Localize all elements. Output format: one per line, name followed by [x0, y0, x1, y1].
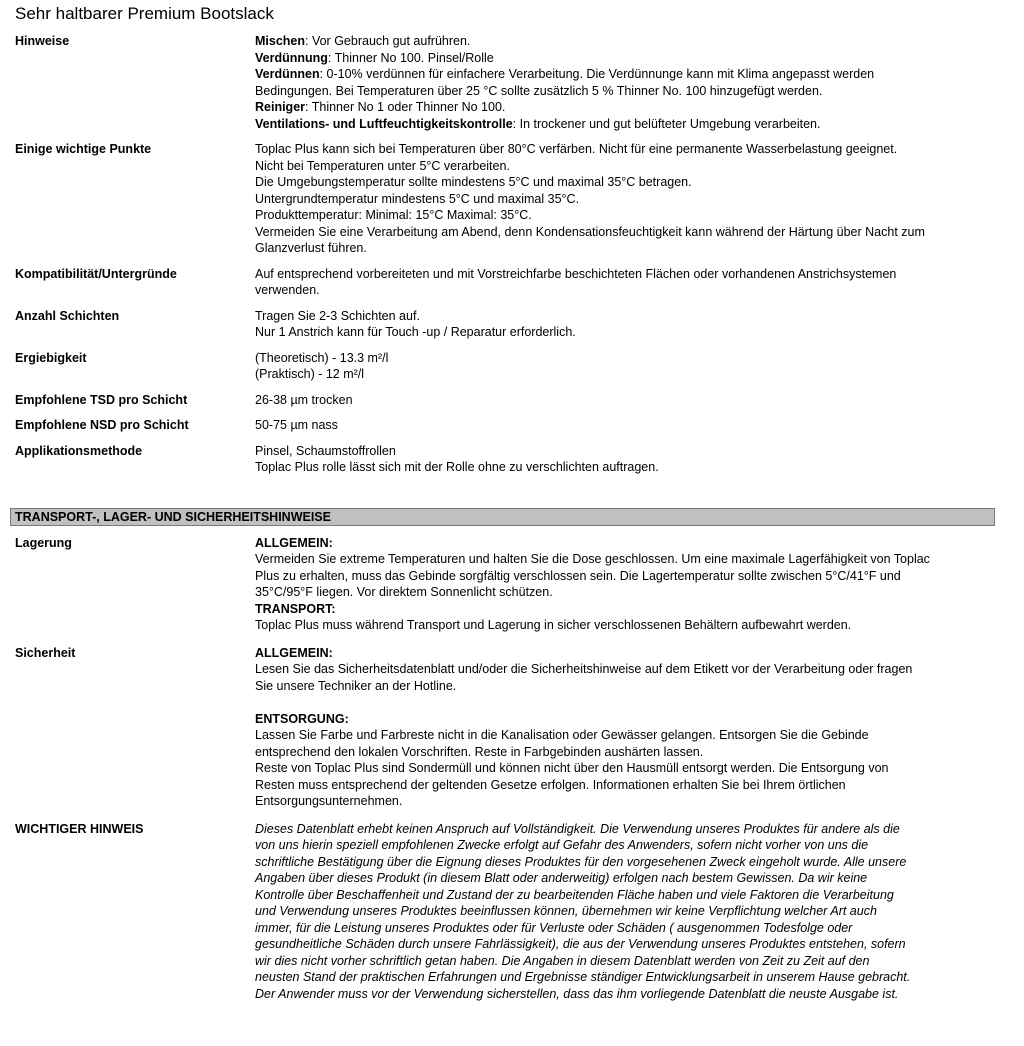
text-run: Toplac Plus muss während Transport und Lagerung in sicher verschlossenen Behältern aufbewahrt werden.	[255, 618, 852, 632]
text-line	[255, 837, 1014, 854]
text-run: 26-38 µm trocken	[255, 392, 353, 407]
text-run: : In trockener und gut belüfteter Umgebung verarbeiten.	[512, 116, 821, 131]
spec-label: Lagerung	[15, 535, 72, 550]
text-run: Sie unsere Techniker an der Hotline.	[255, 678, 457, 693]
text-run: Mischen	[255, 34, 306, 48]
spec-content	[255, 645, 1014, 810]
text-run: Toplac Plus rolle lässt sich mit der Rolle ohne zu verschlichten auftragen.	[255, 460, 659, 474]
text-run: : Vor Gebrauch gut aufrühren.	[305, 34, 471, 48]
text-run: Nicht bei Temperaturen unter 5°C verarbeiten.	[255, 158, 510, 173]
text-line	[255, 821, 1014, 838]
text-line	[255, 116, 1014, 133]
text-line	[255, 417, 1014, 434]
text-line	[255, 584, 1014, 601]
spec-row	[15, 392, 1014, 409]
text-line	[255, 66, 1014, 83]
text-line	[255, 694, 1014, 711]
text-run: ALLGEMEIN:	[255, 645, 333, 660]
text-run: Angaben über dieses Produkt (in diesem Blatt oder anderweitig) erfolgen nach bestem Gewissen. Da wir keine	[255, 871, 868, 885]
text-line	[255, 903, 1014, 920]
spec-label: Kompatibilität/Untergründe	[15, 266, 177, 281]
spec-content	[255, 392, 1014, 409]
transport-safety-table	[0, 535, 1024, 1003]
spec-content	[255, 33, 1014, 132]
text-run: schriftliche Bestätigung über die Eignung dieses Produktes für den vorgesehenen Zweck eingeholt wurde. Alle unsere	[255, 854, 907, 869]
text-line	[255, 887, 1014, 904]
text-run: Tragen Sie 2-3 Schichten auf.	[255, 308, 420, 323]
text-line	[255, 141, 1014, 158]
text-run: Verdünnung	[255, 50, 328, 65]
spec-row	[15, 645, 1014, 810]
text-run: Dieses Datenblatt erhebt keinen Anspruch auf Vollständigkeit. Die Verwendung unseres Produktes für andere als die	[255, 821, 900, 836]
text-run: : Thinner No 1 oder Thinner No 100.	[305, 100, 506, 114]
spec-label: Einige wichtige Punkte	[15, 142, 152, 156]
text-run: ENTSORGUNG:	[255, 711, 349, 726]
text-run: Nur 1 Anstrich kann für Touch -up / Reparatur erforderlich.	[255, 325, 576, 339]
text-run: Plus zu erhalten, muss das Gebinde sorgfältig verschlossen sein. Die Lagertemperatur sollte zwischen 5°C/41°F und	[255, 568, 901, 583]
text-run: Auf entsprechend vorbereiteten und mit Vorstreichfarbe beschichteten Flächen oder vorhandenen Anstrichsystemen	[255, 266, 897, 281]
spec-row	[15, 308, 1014, 341]
text-line	[255, 645, 1014, 662]
text-line	[255, 551, 1014, 568]
text-line	[255, 920, 1014, 937]
text-line	[255, 266, 1014, 283]
spec-content	[255, 535, 1014, 634]
section-banner	[10, 508, 995, 526]
text-run: Toplac Plus kann sich bei Temperaturen über 80°C verfärben. Nicht für eine permanente Wasserbelastung geeignet.	[255, 142, 898, 156]
spec-row	[15, 535, 1014, 634]
text-run: verwenden.	[255, 283, 320, 297]
spec-row	[15, 141, 1014, 257]
text-line	[255, 33, 1014, 50]
spec-content	[255, 308, 1014, 341]
spec-label: Empfohlene NSD pro Schicht	[15, 418, 189, 432]
text-line	[255, 601, 1014, 618]
text-run: Pinsel, Schaumstoffrollen	[255, 443, 396, 458]
text-run: Kontrolle über Beschaffenheit und Zustand der zu bearbeitenden Fläche haben und viele Faktoren die Verarbeitung	[255, 887, 894, 902]
text-run: Reste von Toplac Plus sind Sondermüll und können nicht über den Hausmüll entsorgt werden. Die Entsorgung von	[255, 761, 889, 775]
text-line	[255, 99, 1014, 116]
text-line	[255, 678, 1014, 695]
spec-content	[255, 350, 1014, 383]
text-run: : 0-10% verdünnen für einfachere Verarbeitung. Die Verdünnunge kann mit Klima angepasst werden	[319, 67, 875, 81]
text-line	[255, 568, 1014, 585]
text-line	[255, 459, 1014, 476]
text-run: Untergrundtemperatur mindestens 5°C und maximal 35°C.	[255, 191, 580, 206]
text-run: Vermeiden Sie eine Verarbeitung am Abend, denn Kondensationsfeuchtigkeit kann während der Härtung über Nacht zum	[255, 224, 925, 239]
text-run: TRANSPORT:	[255, 601, 336, 616]
spec-label: Sicherheit	[15, 645, 76, 660]
page-title: Sehr haltbarer Premium Bootslack	[15, 4, 274, 23]
text-line	[255, 793, 1014, 810]
spec-content	[255, 141, 1014, 257]
text-run: und Verwendung unseres Produktes beeinflussen können, übernehmen wir keine Verpflichtung welcher Art auch	[255, 904, 877, 918]
text-line	[255, 986, 1014, 1003]
spec-label: Applikationsmethode	[15, 443, 143, 458]
text-line	[255, 711, 1014, 728]
text-line	[255, 727, 1014, 744]
text-line	[255, 953, 1014, 970]
text-run: Reiniger	[255, 100, 306, 114]
text-line	[255, 854, 1014, 871]
spec-row	[15, 821, 1014, 1003]
text-run: 35°C/95°F liegen. Vor direktem Sonnenlicht schützen.	[255, 585, 553, 599]
spec-label: Anzahl Schichten	[15, 308, 120, 323]
text-run: gesundheitliche Schäden durch unsere Fahrlässigkeit), die aus der Verwendung unseres Produktes entstehen, sofern	[255, 937, 906, 951]
spec-label: WICHTIGER HINWEIS	[15, 821, 144, 836]
text-line	[255, 224, 1014, 241]
text-run: ALLGEMEIN:	[255, 535, 333, 550]
text-run: Glanzverlust führen.	[255, 241, 367, 255]
text-line	[255, 661, 1014, 678]
text-line	[255, 174, 1014, 191]
text-run: entsprechend den lokalen Vorschriften. Reste in Farbgebinden aushärten lassen.	[255, 744, 704, 759]
spec-row	[15, 417, 1014, 434]
text-run: Vermeiden Sie extreme Temperaturen und halten Sie die Dose geschlossen. Um eine maximale Lagerfähigkeit von Toplac	[255, 552, 930, 566]
spec-content	[255, 821, 1014, 1003]
text-run: Der Anwender muss vor der Verwendung sicherstellen, dass das ihm vorliegende Datenblatt die neuste Ausgabe ist.	[255, 986, 899, 1001]
text-run: Ventilations- und Luftfeuchtigkeitskontrolle	[255, 116, 513, 131]
text-run: Lassen Sie Farbe und Farbreste nicht in die Kanalisation oder Gewässer gelangen. Entsorgen Sie die Gebinde	[255, 728, 869, 742]
text-run: Lesen Sie das Sicherheitsdatenblatt und/oder die Sicherheitshinweise auf dem Etikett vor der Verarbeitung oder fragen	[255, 662, 913, 676]
text-line	[255, 191, 1014, 208]
text-line	[255, 308, 1014, 325]
text-line	[255, 282, 1014, 299]
text-line	[255, 324, 1014, 341]
text-line	[255, 969, 1014, 986]
spec-label: Ergiebigkeit	[15, 350, 87, 365]
text-run: (Praktisch) - 12 m²/l	[255, 367, 365, 381]
spec-row	[15, 350, 1014, 383]
spec-content	[255, 443, 1014, 476]
text-run: neusten Stand der praktischen Erfahrungen und Ergebnisse ständiger Entwicklungsarbeit in unserem Hause gebracht.	[255, 970, 911, 984]
text-run: von uns hierin speziell empfohlenen Zwecke erfolgt auf Gefahr des Anwenders, sofern nicht vorher von uns die	[255, 838, 869, 852]
text-run: Verdünnen	[255, 67, 320, 81]
spec-label: Hinweise	[15, 34, 70, 48]
text-line	[255, 240, 1014, 257]
text-run: wir dies nicht vorher schriftlich getan haben. Die Angaben in diesem Datenblatt werden von Zeit zu Zeit auf den	[255, 953, 870, 968]
spec-row	[15, 33, 1014, 132]
text-line	[255, 83, 1014, 100]
text-line	[255, 870, 1014, 887]
spec-content	[255, 417, 1014, 434]
text-line	[255, 50, 1014, 67]
text-line	[255, 744, 1014, 761]
text-run: 50-75 µm nass	[255, 418, 338, 432]
text-line	[255, 535, 1014, 552]
text-line	[255, 392, 1014, 409]
text-line	[255, 617, 1014, 634]
spec-label: Empfohlene TSD pro Schicht	[15, 392, 188, 407]
spec-row	[15, 443, 1014, 476]
text-run: Entsorgungsunternehmen.	[255, 794, 403, 808]
text-run: : Thinner No 100. Pinsel/Rolle	[327, 50, 494, 65]
text-line	[255, 158, 1014, 175]
spec-content	[255, 266, 1014, 299]
text-run: Die Umgebungstemperatur sollte mindestens 5°C und maximal 35°C betragen.	[255, 175, 692, 189]
text-run: Produkttemperatur: Minimal: 15°C Maximal: 35°C.	[255, 208, 532, 222]
text-line	[255, 760, 1014, 777]
text-line	[255, 366, 1014, 383]
text-line	[255, 777, 1014, 794]
text-run: immer, für die Leistung unseres Produktes oder für Verluste oder Schäden ( ausgenommen Todesfolge oder	[255, 920, 853, 935]
text-run: Resten muss entsprechend der geltenden Gesetze erfolgen. Informationen erhalten Sie bei Ihrem örtlichen	[255, 777, 846, 792]
text-run: (Theoretisch) - 13.3 m²/l	[255, 350, 389, 365]
spec-row	[15, 266, 1014, 299]
text-line	[255, 207, 1014, 224]
text-run: Bedingungen. Bei Temperaturen über 25 °C sollte zusätzlich 5 % Thinner No. 100 hinzugefügt werden.	[255, 83, 823, 98]
text-line	[255, 443, 1014, 460]
product-spec-table	[0, 33, 1024, 476]
text-line	[255, 936, 1014, 953]
section-banner-title: TRANSPORT-, LAGER- UND SICHERHEITSHINWEISE	[15, 509, 331, 524]
text-line	[255, 350, 1014, 367]
